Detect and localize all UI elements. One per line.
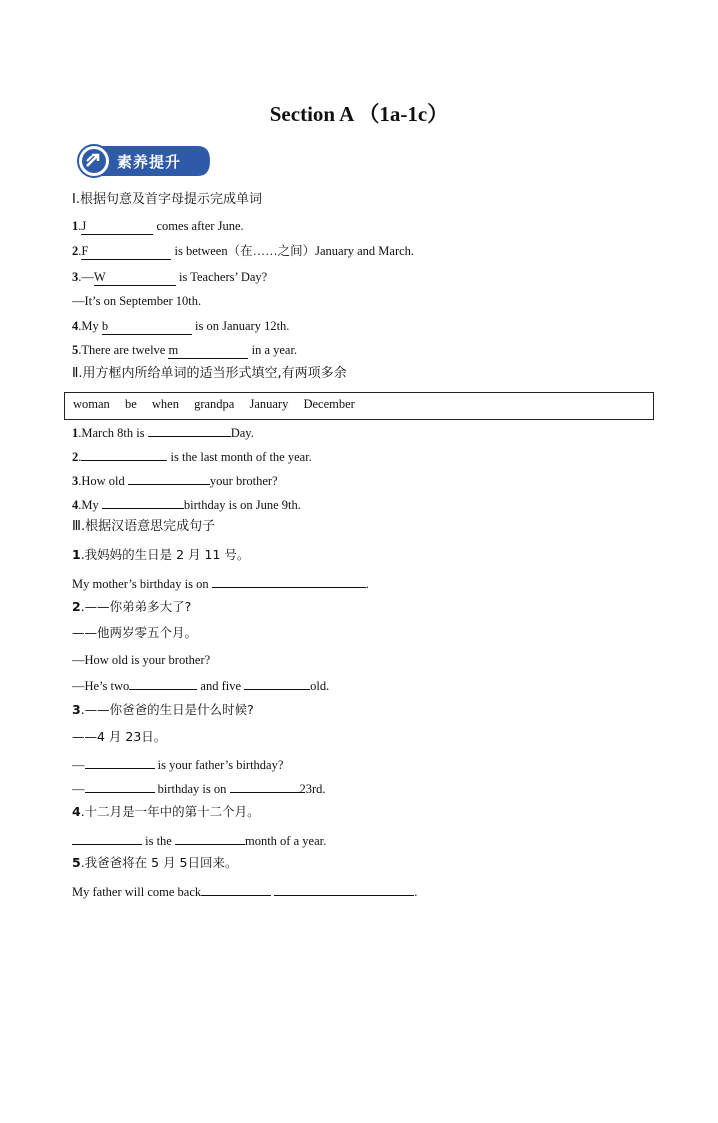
sentence-start: .How old [78,474,125,488]
sentence-text: is Teachers’ Day? [179,270,268,284]
chinese-prompt: .十二月是一年中的第十二个月。 [80,804,260,819]
upgrade-arrow-icon [84,151,104,171]
word-item: grandpa [194,397,235,411]
part3-q3-cn2: ——4 月 23日。 [72,729,167,744]
answer-blank[interactable] [244,676,310,690]
part1-q2: 2.F is between（在……之间）January and March. [72,244,415,258]
part3-q3-cn1 [72,702,254,718]
badge-label: 素养提升 [117,153,182,171]
q-number: 4 [72,804,81,819]
answer-blank[interactable] [274,882,414,896]
answer-blank[interactable] [102,495,184,509]
answer-blank[interactable] [212,574,366,588]
q-number: 3 [72,702,81,717]
part3-q2-en2 [72,676,329,694]
word-item: January [249,397,289,411]
part1-q1: 1.J comes after June. [72,219,244,233]
part3-q3-en2 [72,779,326,797]
sentence-text: is your father’s birthday? [157,758,284,772]
word-item: woman [73,397,110,411]
answer-blank[interactable] [128,471,210,485]
sentence-text: month of a year. [244,834,327,848]
q-number: 5 [72,343,79,357]
sentence-text: is between（在……之间）January and March. [174,244,415,258]
q-number: 1 [72,219,79,233]
sentence-text: Day. [230,426,254,440]
part3-q5-cn [72,855,238,871]
chinese-prompt: .——你弟弟多大了? [80,599,192,614]
answer-blank[interactable] [175,831,245,845]
answer-blank[interactable] [201,882,271,896]
sentence-start: .My [78,319,99,333]
q-number: 1 [72,426,79,440]
part1-q3 [72,269,267,286]
answer-blank[interactable] [81,243,171,260]
sentence-text: old. [310,679,330,693]
answer-blank[interactable] [81,447,167,461]
q-number: 4 [72,319,79,333]
answer-blank[interactable] [148,423,231,437]
word-list [73,397,367,412]
answer-blank[interactable] [102,318,192,335]
part2-q4 [72,495,301,513]
part3-q5-en [72,882,417,900]
word-item: when [151,397,179,411]
q-number: 5 [72,855,81,870]
sentence-start: .My [78,498,99,512]
page-title: Section A （1a-1c） [269,102,449,126]
part2-q2 [72,447,312,465]
dash: — [72,782,85,796]
part2-heading: Ⅱ.用方框内所给单词的适当形式填空,有两项多余 [72,366,347,381]
part3-q1-en [72,574,369,592]
sentence-text: 23rd. [299,782,326,796]
sentence-text: and five [200,679,242,693]
q-number: 3 [72,270,79,284]
part3-q3-en1 [72,755,283,773]
sentence-start: .There are twelve [78,343,166,357]
first-letter: W [93,270,106,284]
answer-blank[interactable] [94,269,176,286]
first-letter: b [101,319,109,333]
first-letter: J [81,219,87,233]
period: . [365,577,369,591]
answer-blank[interactable] [230,779,300,793]
period: . [414,885,418,899]
answer-blank[interactable] [85,779,155,793]
word-item: be [124,397,137,411]
part2-q3 [72,471,278,489]
sentence-text: My mother’s birthday is on [72,577,209,591]
part3-q1-cn [72,547,249,563]
dot: . [78,450,82,464]
sentence-text: is the last month of the year. [170,450,312,464]
part1-q4 [72,318,289,335]
sentence-text: in a year. [251,343,298,357]
sentence-start: .March 8th is [78,426,145,440]
sentence-text: birthday is on [157,782,227,796]
dash: — [72,758,85,772]
section-badge [76,143,212,179]
sentence-text: your brother? [209,474,278,488]
answer-blank[interactable] [81,218,153,235]
part2-q1 [72,423,254,441]
sentence-text: is the [145,834,172,848]
answer-blank[interactable] [168,342,248,359]
word-box [64,392,654,420]
part1-heading: Ⅰ.根据句意及首字母提示完成单词 [72,192,262,207]
first-letter: m [168,343,179,357]
word-item: December [303,397,355,411]
q-number: 1 [72,547,81,562]
q-number: 4 [72,498,79,512]
sentence-text: My father will come back [72,885,202,899]
chinese-prompt: .——你爸爸的生日是什么时候? [80,702,254,717]
q-number: 2 [72,450,79,464]
dash: .— [78,270,94,284]
answer-blank[interactable] [129,676,197,690]
q-number: 3 [72,474,79,488]
answer-blank[interactable] [85,755,155,769]
sentence-text: is on January 12th. [195,319,290,333]
part3-q2-cn1 [72,599,191,615]
part3-q2-en1: —How old is your brother? [72,653,211,667]
q-number: 2 [72,244,79,258]
chinese-prompt: .我爸爸将在 5 月 5日回来。 [80,855,238,870]
part3-q2-cn2: ——他两岁零五个月。 [72,625,198,640]
first-letter: F [81,244,89,258]
q-number: 2 [72,599,81,614]
part1-q3-answer: —It’s on September 10th. [72,294,202,308]
part1-q5 [72,342,297,359]
answer-blank[interactable] [72,831,142,845]
part3-q4-en [72,831,326,849]
sentence-text: comes after June. [156,219,244,233]
part3-heading: Ⅲ.根据汉语意思完成句子 [72,519,216,534]
sentence-text: —He’s two [72,679,130,693]
part3-q4-cn [72,804,260,820]
chinese-prompt: .我妈妈的生日是 2 月 11 号。 [80,547,250,562]
sentence-text: birthday is on June 9th. [183,498,301,512]
